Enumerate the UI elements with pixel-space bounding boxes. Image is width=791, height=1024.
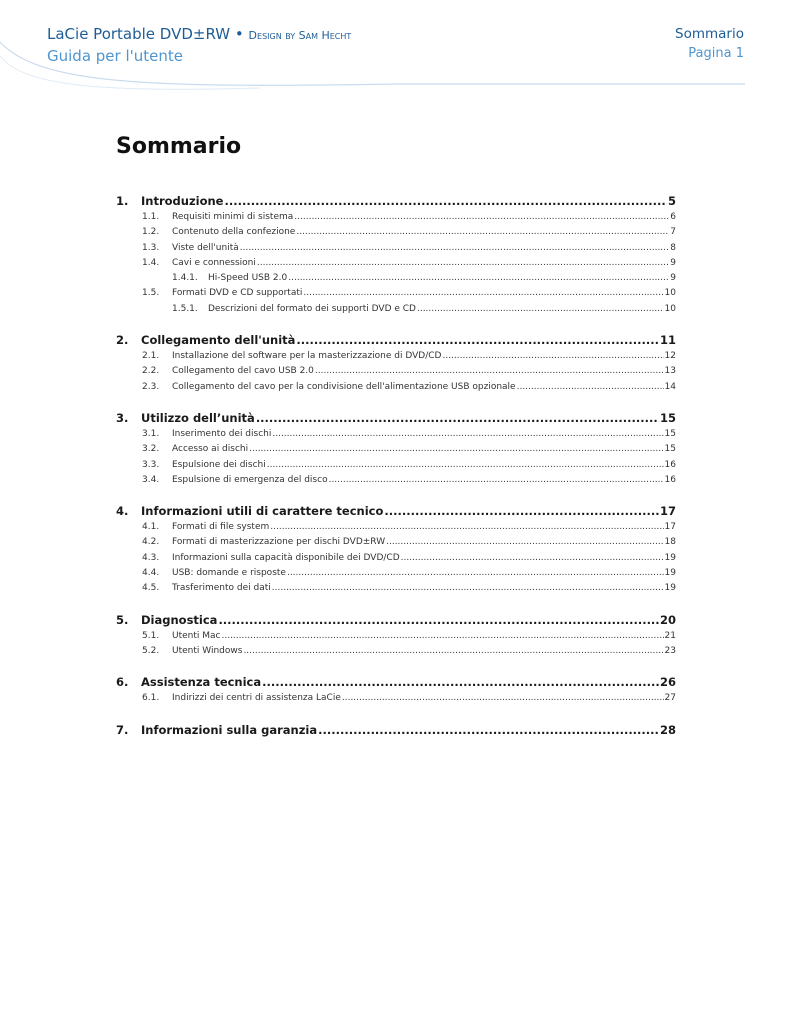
- toc-entry-title: Formati DVD e CD supportati: [172, 288, 303, 299]
- toc-entry-page: 26: [659, 675, 676, 690]
- toc-chapter-entry[interactable]: [116, 194, 676, 212]
- toc-entry-page: 23: [664, 645, 676, 656]
- toc-entry-page: 20: [659, 612, 676, 627]
- toc-entry-page: 11: [659, 333, 676, 348]
- toc-dot-leader: [221, 631, 663, 641]
- toc-entry-page: 16: [664, 459, 676, 470]
- toc-dot-leader: [240, 243, 670, 253]
- toc-chapter-entry[interactable]: [116, 411, 676, 429]
- toc-dot-leader: [417, 304, 664, 314]
- toc-dot-leader: [218, 613, 659, 627]
- toc-entry-number: 2.2.: [142, 366, 160, 377]
- toc-entry-page: 13: [664, 366, 676, 377]
- toc-entry-title: Informazioni utili di carattere tecnico: [141, 504, 384, 519]
- toc-dot-leader: [342, 693, 664, 703]
- toc-entry-title: USB: domande e risposte: [172, 568, 286, 579]
- toc-section-entry[interactable]: [116, 460, 676, 475]
- toc-dot-leader: [287, 568, 664, 578]
- toc-chapter: [116, 675, 676, 708]
- toc-entry-title: Espulsione di emergenza del disco: [172, 474, 328, 485]
- toc-entry-title: Utenti Mac: [172, 630, 221, 641]
- toc-entry-page: 10: [664, 303, 676, 314]
- toc-section-entry[interactable]: [116, 522, 676, 537]
- toc-entry-title: Accesso ai dischi: [172, 444, 249, 455]
- toc-entry-title: Requisiti minimi di sistema: [172, 212, 294, 222]
- toc-section-entry[interactable]: [116, 444, 676, 459]
- table-of-contents: [116, 194, 676, 755]
- toc-chapter-entry[interactable]: [116, 333, 676, 351]
- toc-entry-number: 3.3.: [142, 459, 160, 470]
- toc-entry-title: Formati di file system: [172, 522, 270, 533]
- toc-entry-number: 4.: [116, 504, 129, 519]
- toc-entry-title: Informazioni sulla garanzia: [141, 722, 318, 737]
- page-title: Sommario: [116, 134, 242, 159]
- toc-section-entry[interactable]: [116, 693, 676, 708]
- toc-entry-page: 14: [664, 381, 676, 392]
- toc-entry-page: 17: [664, 522, 676, 533]
- toc-entry-title: Descrizioni del formato dei supporti DVD e CD: [208, 303, 416, 314]
- toc-entry-title: Inserimento dei dischi: [172, 428, 272, 439]
- toc-entry-title: Contenuto della confezione: [172, 227, 296, 238]
- toc-entry-number: 1.4.1.: [172, 273, 198, 284]
- toc-entry-number: 5.: [116, 612, 129, 627]
- product-name: LaCie Portable DVD±RW: [47, 25, 231, 43]
- toc-section-entry[interactable]: [116, 258, 676, 273]
- toc-entry-title: Cavi e connessioni: [172, 257, 256, 268]
- toc-entry-page: 19: [664, 552, 676, 563]
- toc-entry-number: 2.3.: [142, 381, 160, 392]
- toc-dot-leader: [224, 194, 667, 208]
- toc-dot-leader: [401, 553, 664, 563]
- toc-dot-leader: [262, 675, 659, 689]
- toc-entry-number: 4.3.: [142, 552, 160, 563]
- toc-entry-number: 1.5.: [142, 288, 160, 299]
- toc-entry-page: 12: [664, 351, 676, 362]
- toc-entry-number: 2.: [116, 333, 129, 348]
- toc-section-entry[interactable]: [116, 351, 676, 366]
- toc-entry-title: Assistenza tecnica: [141, 675, 262, 690]
- toc-entry-number: 1.3.: [142, 242, 160, 253]
- toc-entry-title: Collegamento dell'unità: [141, 333, 296, 348]
- toc-entry-page: 15: [664, 444, 676, 455]
- toc-section-entry[interactable]: [116, 366, 676, 381]
- toc-entry-number: 4.4.: [142, 568, 160, 579]
- section-label: Sommario: [675, 26, 744, 42]
- toc-section-entry[interactable]: [116, 243, 676, 258]
- toc-entry-number: 1.4.: [142, 257, 160, 268]
- toc-entry-number: 1.2.: [142, 227, 160, 238]
- toc-chapter: [116, 723, 676, 741]
- toc-section-entry[interactable]: [116, 227, 676, 242]
- toc-entry-page: 5: [667, 194, 676, 208]
- toc-section-entry[interactable]: [116, 568, 676, 583]
- toc-dot-leader: [296, 227, 669, 237]
- page-number: Pagina 1: [688, 46, 744, 61]
- toc-section-entry[interactable]: [116, 475, 676, 490]
- toc-entry-page: 8: [670, 242, 676, 253]
- toc-section-entry[interactable]: [116, 288, 676, 303]
- product-title: [47, 24, 351, 46]
- toc-entry-page: 18: [664, 537, 676, 548]
- toc-entry-number: 3.: [116, 410, 129, 425]
- toc-entry-title: Utenti Windows: [172, 645, 243, 656]
- toc-dot-leader: [267, 460, 664, 470]
- header-right: [675, 24, 744, 64]
- toc-entry-number: 5.1.: [142, 630, 160, 641]
- toc-entry-page: 17: [659, 504, 676, 519]
- toc-section-entry[interactable]: [116, 382, 676, 397]
- toc-entry-page: 19: [664, 583, 676, 594]
- toc-chapter-entry[interactable]: [116, 613, 676, 631]
- toc-dot-leader: [270, 522, 663, 532]
- toc-chapter: [116, 613, 676, 662]
- toc-entry-title: Installazione del software per la masterizzazione di DVD/CD: [172, 351, 442, 362]
- toc-entry-page: 16: [664, 474, 676, 485]
- toc-entry-page: 19: [664, 568, 676, 579]
- toc-entry-title: Formati di masterizzazione per dischi DVD±RW: [172, 537, 386, 548]
- toc-entry-page: 9: [670, 257, 676, 268]
- toc-section-entry[interactable]: [116, 646, 676, 661]
- toc-entry-number: 2.1.: [142, 351, 160, 362]
- toc-entry-page: 21: [664, 630, 676, 641]
- toc-dot-leader: [517, 382, 664, 392]
- toc-entry-title: Collegamento del cavo per la condivisione dell'alimentazione USB opzionale: [172, 381, 516, 392]
- toc-section-entry[interactable]: [116, 537, 676, 552]
- toc-entry-page: 10: [664, 288, 676, 299]
- design-credit: Design by Sam Hecht: [248, 29, 352, 42]
- toc-chapter-entry[interactable]: [116, 675, 676, 693]
- toc-dot-leader: [386, 537, 663, 547]
- toc-dot-leader: [257, 258, 669, 268]
- toc-entry-title: Diagnostica: [141, 612, 218, 627]
- toc-section-entry[interactable]: [116, 429, 676, 444]
- toc-dot-leader: [318, 723, 659, 737]
- toc-entry-page: 27: [664, 693, 676, 704]
- toc-entry-title: Introduzione: [141, 194, 224, 208]
- toc-dot-leader: [303, 288, 663, 298]
- toc-section-entry[interactable]: [116, 212, 676, 227]
- toc-entry-title: Hi-Speed USB 2.0: [208, 273, 288, 284]
- toc-entry-page: 15: [664, 428, 676, 439]
- toc-entry-number: 4.1.: [142, 522, 160, 533]
- guide-subtitle: Guida per l'utente: [47, 47, 183, 65]
- toc-dot-leader: [384, 504, 659, 518]
- toc-entry-title: Informazioni sulla capacità disponibile dei DVD/CD: [172, 552, 400, 563]
- toc-dot-leader: [272, 583, 664, 593]
- toc-entry-title: Utilizzo dell’unità: [141, 410, 255, 425]
- toc-entry-page: 7: [670, 227, 676, 238]
- toc-entry-page: 9: [670, 273, 676, 284]
- toc-entry-number: 3.2.: [142, 444, 160, 455]
- toc-chapter: [116, 504, 676, 598]
- toc-dot-leader: [315, 366, 664, 376]
- toc-dot-leader: [272, 429, 663, 439]
- toc-chapter-entry[interactable]: [116, 504, 676, 522]
- toc-chapter-entry[interactable]: [116, 723, 676, 741]
- toc-dot-leader: [294, 212, 669, 222]
- toc-chapter: [116, 411, 676, 490]
- toc-section-entry[interactable]: [116, 631, 676, 646]
- toc-entry-number: 6.1.: [142, 693, 160, 704]
- toc-entry-number: 1.: [116, 194, 129, 208]
- toc-entry-title: Collegamento del cavo USB 2.0: [172, 366, 314, 377]
- toc-entry-number: 3.4.: [142, 474, 160, 485]
- toc-entry-title: Espulsione dei dischi: [172, 459, 266, 470]
- toc-entry-number: 5.2.: [142, 645, 160, 656]
- toc-section-entry[interactable]: [116, 304, 676, 319]
- toc-dot-leader: [329, 475, 664, 485]
- toc-entry-page: 28: [659, 722, 676, 737]
- toc-entry-number: 4.2.: [142, 537, 160, 548]
- title-bullet: •: [234, 25, 244, 43]
- toc-chapter: [116, 194, 676, 319]
- toc-entry-title: Indirizzi dei centri di assistenza LaCie: [172, 693, 341, 704]
- toc-entry-page: 6: [670, 212, 676, 222]
- toc-dot-leader: [243, 646, 663, 656]
- toc-entry-number: 7.: [116, 722, 129, 737]
- toc-entry-title: Viste dell'unità: [172, 242, 239, 253]
- toc-section-entry[interactable]: [116, 273, 676, 288]
- toc-entry-number: 1.5.1.: [172, 303, 198, 314]
- toc-entry-number: 6.: [116, 675, 129, 690]
- toc-dot-leader: [442, 351, 663, 361]
- toc-section-entry[interactable]: [116, 583, 676, 598]
- toc-entry-number: 1.1.: [142, 212, 160, 222]
- toc-section-entry[interactable]: [116, 553, 676, 568]
- toc-dot-leader: [256, 411, 659, 425]
- toc-chapter: [116, 333, 676, 397]
- toc-dot-leader: [249, 444, 663, 454]
- toc-entry-number: 4.5.: [142, 583, 160, 594]
- toc-entry-page: 15: [659, 410, 676, 425]
- toc-dot-leader: [296, 333, 659, 347]
- toc-entry-title: Trasferimento dei dati: [172, 583, 271, 594]
- document-header: [47, 24, 351, 66]
- toc-dot-leader: [288, 273, 669, 283]
- toc-entry-number: 3.1.: [142, 428, 160, 439]
